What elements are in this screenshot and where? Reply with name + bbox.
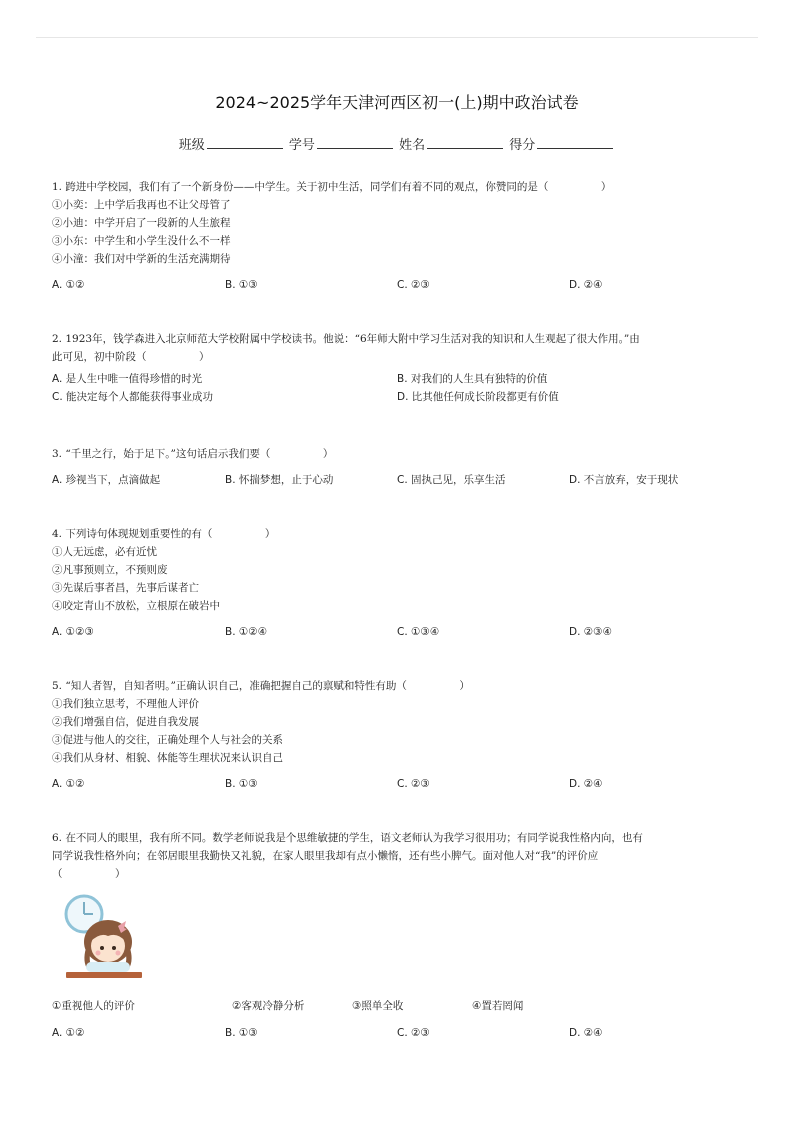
question-stem-line: 同学说我性格外向；在邻居眼里我勤快又礼貌，在家人眼里我却有点小懒惰，还有些小脾气。面对他人对“我”的评价应 bbox=[52, 850, 599, 862]
statement-item: ④我们从身材、相貌、体能等生理状况来认识自己 bbox=[52, 752, 283, 764]
option-c[interactable]: C. ①③④ bbox=[397, 626, 440, 638]
question-5 bbox=[52, 677, 752, 793]
option-c[interactable]: C. ②③ bbox=[397, 279, 430, 291]
score-blank[interactable] bbox=[537, 138, 613, 149]
statement-item: ④置若罔闻 bbox=[472, 1000, 524, 1012]
option-c[interactable]: C. 固执己见，乐享生活 bbox=[397, 474, 506, 486]
statement-item: ①小奕：上中学后我再也不让父母管了 bbox=[52, 199, 231, 211]
option-c[interactable]: C. ②③ bbox=[397, 778, 430, 790]
option-a[interactable]: A. ①② bbox=[52, 778, 85, 790]
statement-item: ③先谋后事者昌，先事后谋者亡 bbox=[52, 582, 199, 594]
question-3 bbox=[52, 445, 752, 489]
option-b[interactable]: B. ①②④ bbox=[225, 626, 268, 638]
option-b[interactable]: B. ①③ bbox=[225, 279, 258, 291]
option-row bbox=[52, 471, 752, 489]
option-c[interactable]: C. 能决定每个人都能获得事业成功 bbox=[52, 391, 214, 403]
option-d[interactable]: D. ②④ bbox=[569, 778, 603, 790]
question-6-options bbox=[52, 1024, 752, 1042]
question-stem: 3. “千里之行，始于足下。”这句话启示我们要（ ） bbox=[52, 448, 334, 460]
question-1 bbox=[52, 178, 752, 294]
option-d[interactable]: D. ②④ bbox=[569, 279, 603, 291]
option-row bbox=[52, 775, 752, 793]
statement-item: ②我们增强自信，促进自我发展 bbox=[52, 716, 199, 728]
statement-item: ①人无远虑，必有近忧 bbox=[52, 546, 157, 558]
option-c[interactable]: C. ②③ bbox=[397, 1027, 430, 1039]
question-stem: 1. 跨进中学校园，我们有了一个新身份——中学生。关于初中生活，同学们有着不同的观点，你赞同的是（ ） bbox=[52, 181, 612, 193]
option-d[interactable]: D. ②③④ bbox=[569, 626, 612, 638]
question-stem-line: 6. 在不同人的眼里，我有所不同。数学老师说我是个思维敏捷的学生，语文老师认为我学习很用功；有同学说我性格内向，也有 bbox=[52, 832, 643, 844]
statement-item: ③促进与他人的交往，正确处理个人与社会的关系 bbox=[52, 734, 283, 746]
question-4 bbox=[52, 525, 752, 641]
statement-item: ③小东：中学生和小学生没什么不一样 bbox=[52, 235, 231, 247]
student-info-line bbox=[0, 134, 794, 153]
statement-item: ①重视他人的评价 bbox=[52, 1000, 135, 1012]
statement-item: ②凡事预则立，不预则废 bbox=[52, 564, 168, 576]
option-b[interactable]: B. 对我们的人生具有独特的价值 bbox=[397, 373, 548, 385]
statement-item: ③照单全收 bbox=[352, 1000, 404, 1012]
option-a[interactable]: A. ①② bbox=[52, 279, 85, 291]
option-row bbox=[52, 1024, 752, 1042]
info-label-number: 学号 bbox=[288, 138, 315, 153]
question-stem-line: （ ） bbox=[52, 868, 126, 880]
option-a[interactable]: A. 是人生中唯一值得珍惜的时光 bbox=[52, 373, 203, 385]
option-b[interactable]: B. ①③ bbox=[225, 778, 258, 790]
number-blank[interactable] bbox=[317, 138, 393, 149]
statement-item: ②客观冷静分析 bbox=[232, 1000, 305, 1012]
option-row bbox=[52, 276, 752, 294]
option-d[interactable]: D. 不言放弃，安于现状 bbox=[569, 474, 679, 486]
option-d[interactable]: D. ②④ bbox=[569, 1027, 603, 1039]
info-label-class: 班级 bbox=[178, 138, 205, 153]
info-label-score: 得分 bbox=[509, 138, 536, 153]
statement-item: ④咬定青山不放松，立根原在破岩中 bbox=[52, 600, 220, 612]
class-blank[interactable] bbox=[207, 138, 283, 149]
question-stem: 5. “知人者智，自知者明。”正确认识自己，准确把握自己的禀赋和特性有助（ ） bbox=[52, 680, 470, 692]
option-d[interactable]: D. 比其他任何成长阶段都更有价值 bbox=[397, 391, 559, 403]
girl-with-clock-illustration bbox=[60, 892, 142, 982]
option-grid bbox=[52, 370, 752, 406]
statement-item: ①我们独立思考，不理他人评价 bbox=[52, 698, 199, 710]
option-a[interactable]: A. 珍视当下，点滴做起 bbox=[52, 474, 161, 486]
option-b[interactable]: B. 怀揣梦想，止于心动 bbox=[225, 474, 334, 486]
option-row bbox=[52, 623, 752, 641]
page-title: 2024~2025学年天津河西区初一(上)期中政治试卷 bbox=[215, 93, 579, 112]
statement-item: ②小迪：中学开启了一段新的人生旅程 bbox=[52, 217, 231, 229]
option-a[interactable]: A. ①② bbox=[52, 1027, 85, 1039]
option-a[interactable]: A. ①②③ bbox=[52, 626, 94, 638]
option-b[interactable]: B. ①③ bbox=[225, 1027, 258, 1039]
statement-item: ④小潼：我们对中学新的生活充满期待 bbox=[52, 253, 231, 265]
question-2 bbox=[52, 330, 752, 406]
question-stem-line: 此可见，初中阶段（ ） bbox=[52, 351, 210, 363]
name-blank[interactable] bbox=[427, 138, 503, 149]
question-stem-line: 2. 1923年，钱学森进入北京师范大学校附属中学校读书。他说：“6年师大附中学习生活对我的知识和人生观起了很大作用。”由 bbox=[52, 333, 640, 345]
info-label-name: 姓名 bbox=[399, 138, 426, 153]
question-6 bbox=[52, 829, 752, 883]
page-top-rule bbox=[36, 37, 758, 38]
question-stem: 4. 下列诗句体现规划重要性的有（ ） bbox=[52, 528, 276, 540]
